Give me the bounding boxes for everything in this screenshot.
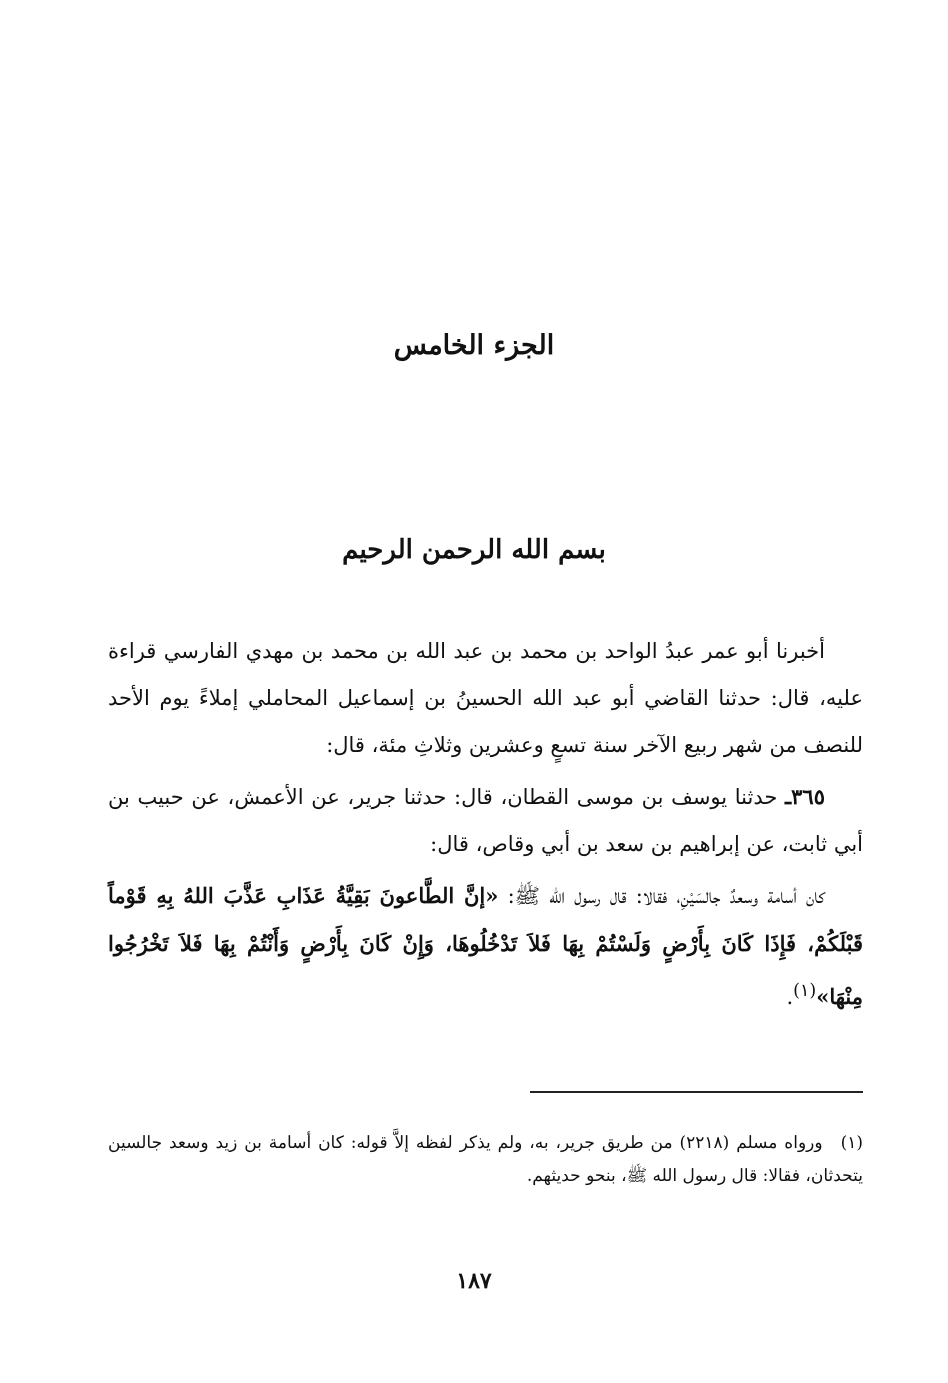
hadith-chain bbox=[108, 773, 863, 868]
footnote-text: ورواه مسلم (٢٢١٨) من طريق جرير، به، ولم يذكر لفظه إلاَّ قوله: كان أسامة بن زيد وسعد جالسين يتحدثان، فقالا: قال رسول الله ﷺ، بنحو حديثهم. bbox=[108, 1133, 863, 1186]
prophetic-saying: «إنَّ الطَّاعونَ بَقِيَّةُ عَذَابِ عَذَّبَ اللهُ بِهِ قَوْماً قَبْلَكُمْ، فَإِذَا كَانَ بِأَرْضٍ وَلَسْتُمْ بِهَا فَلاَ تَدْخُلُوهَا، وَإِنْ كَانَ بِأَرْضٍ وَأَنْتُمْ بِهَا فَلاَ تَخْرُجُوا مِنْهَا» bbox=[108, 883, 863, 1009]
footnote-marker: (١) bbox=[840, 1133, 863, 1153]
footnote-reference: (١) bbox=[793, 981, 817, 1001]
footnote-1 bbox=[108, 1127, 863, 1193]
hadith-matn bbox=[108, 872, 863, 1021]
main-text bbox=[108, 628, 863, 1025]
footnotes bbox=[108, 1127, 863, 1193]
hadith-end: . bbox=[786, 985, 794, 1009]
hadith-number: ٣٦٥ـ bbox=[785, 784, 825, 809]
hadith-chain-text: حدثنا يوسف بن موسى القطان، قال: حدثنا جرير، عن الأعمش، عن حبيب بن أبي ثابت، عن إبراهيم بن سعد بن أبي وقاص، قال: bbox=[108, 785, 863, 856]
part-title: الجزء الخامس bbox=[393, 330, 555, 361]
isnad-intro: أخبرنا أبو عمر عبدُ الواحد بن محمد بن عبد الله بن محمد بن مهدي الفارسي قراءة عليه، قال: حدثنا القاضي أبو عبد الله الحسينُ بن إسماعيل المحاملي إملاءً يوم الأحد للنصف من شهر ربيع الآخر سنة تسعٍ وعشرين وثلاثِ مئة، قال: bbox=[108, 639, 863, 757]
hadith-context: كان أسامة وسعدٌ جالسَيْنِ، فقالا: قال رسول الله ﷺ: bbox=[498, 884, 825, 908]
basmala: بسم الله الرحمن الرحيم bbox=[342, 535, 606, 565]
footnote-divider bbox=[530, 1091, 863, 1093]
page-number: ١٨٧ bbox=[456, 1268, 492, 1294]
